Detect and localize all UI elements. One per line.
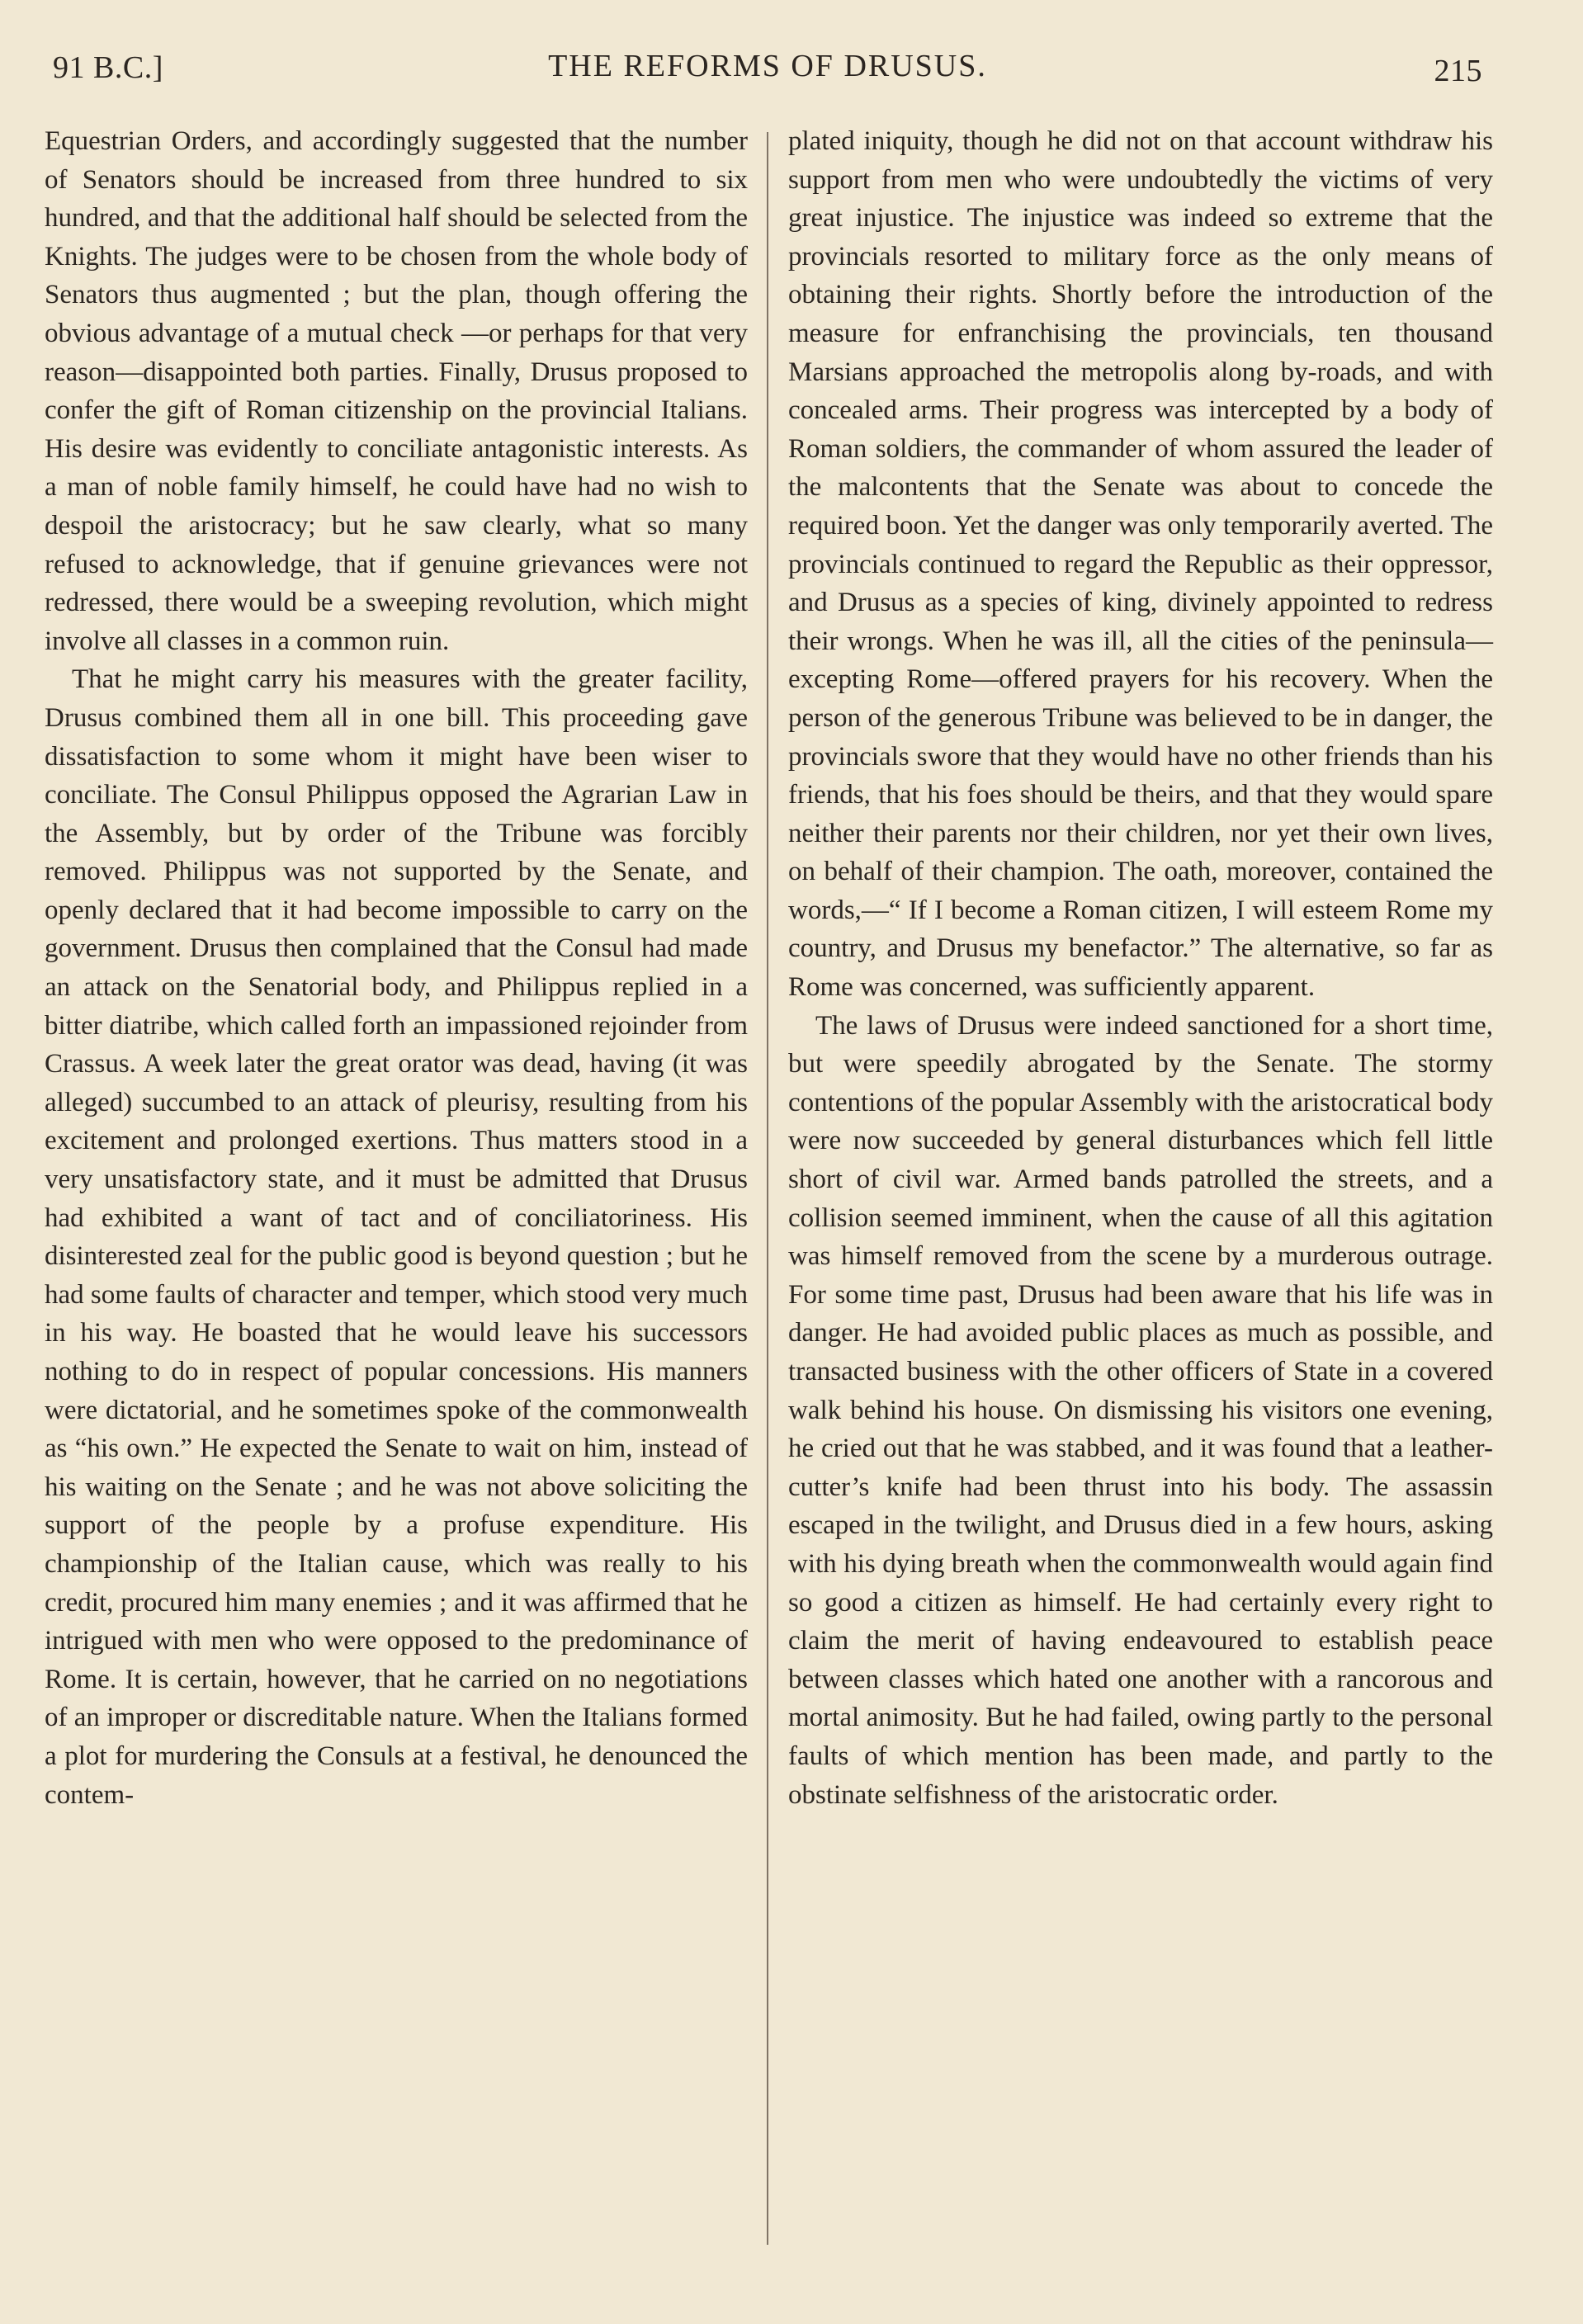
- right-column: [788, 122, 1493, 2268]
- left-column: [45, 122, 748, 2268]
- column-divider: [767, 132, 768, 2245]
- paragraph: plated iniquity, though he did not on that account withdraw his support from men who were undoubtedly the victims of very great injustice. The injustice was indeed so extreme that the provincials resorted to military force as the only means of obtaining their rights. Shortly before the introduction of the measure for enfranchising the provincials, ten thousand Marsians approached the metropolis along by-roads, and with concealed arms. Their progress was intercepted by a body of Roman soldiers, the commander of whom assured the leader of the malcontents that the Senate was about to concede the required boon. Yet the danger was only temporarily averted. The provincials continued to regard the Republic as their oppressor, and Drusus as a species of king, divinely appointed to redress their wrongs. When he was ill, all the cities of the peninsula—excepting Rome—offered prayers for his recovery. When the person of the generous Tribune was believed to be in danger, the provincials swore that they would have no other friends than his friends, that his foes should be theirs, and that they would spare neither their parents nor their children, nor yet their own lives, on behalf of their champion. The oath, moreover, contained the words,—“ If I become a Roman citizen, I will esteem Rome my country, and Drusus my benefactor.” The alternative, so far as Rome was concerned, was sufficiently apparent.: [788, 126, 1493, 1003]
- running-header: [53, 43, 1482, 92]
- header-date: 91 B.C.]: [53, 50, 163, 85]
- paragraph: The laws of Drusus were indeed sanctioned for a short time, but were speedily abrogated by the Senate. The stormy contentions of the popular Assembly with the aristocratical body were now succeeded by general disturbances which fell little short of civil war. Armed bands patrolled the streets, and a collision seemed imminent, when the cause of all this agitation was himself removed from the scene by a murderous outrage. For some time past, Drusus had been aware that his life was in danger. He had avoided public places as much as possible, and transacted business with the other officers of State in a covered walk behind his house. On dismissing his visitors one evening, he cried out that he was stabbed, and it was found that a leather-cutter’s knife had been thrust into his body. The assassin escaped in the twilight, and Drusus died in a few hours, asking with his dying breath when the commonwealth would again find so good a citizen as himself. He had certainly every right to claim the merit of having endeavoured to establish peace between classes which hated one another with a rancorous and mortal animosity. But he had failed, owing partly to the personal faults of which mention has been made, and partly to the obstinate selfishness of the aristocratic order.: [788, 1010, 1493, 1810]
- page-number: 215: [1434, 54, 1482, 88]
- page-title: THE REFORMS OF DRUSUS.: [548, 49, 987, 83]
- paragraph: Equestrian Orders, and accordingly suggested that the number of Senators should be increased from three hundred to six hundred, and that the additional half should be selected from the Knights. The judges were to be chosen from the whole body of Senators thus augmented ; but the plan, though offering the obvious advantage of a mutual check —or perhaps for that very reason—disappointed both parties. Finally, Drusus proposed to confer the gift of Roman citizenship on the provincial Italians. His desire was evidently to conciliate antagonistic interests. As a man of noble family himself, he could have had no wish to despoil the aristocracy; but he saw clearly, what so many refused to acknowledge, that if genuine grievances were not redressed, there would be a sweeping revolution, which might involve all classes in a common ruin.: [45, 126, 748, 656]
- paragraph: That he might carry his measures with the greater facility, Drusus combined them all in one bill. This proceeding gave dissatisfaction to some whom it might have been wiser to conciliate. The Consul Philippus opposed the Agrarian Law in the Assembly, but by order of the Tribune was forcibly removed. Philippus was not supported by the Senate, and openly declared that it had become impossible to carry on the government. Drusus then complained that the Consul had made an attack on the Senatorial body, and Philippus replied in a bitter diatribe, which called forth an impassioned rejoinder from Crassus. A week later the great orator was dead, having (it was alleged) succumbed to an attack of pleurisy, resulting from his excitement and prolonged exertions. Thus matters stood in a very unsatisfactory state, and it must be admitted that Drusus had exhibited a want of tact and of conciliatoriness. His disinterested zeal for the public good is beyond question ; but he had some faults of character and temper, which stood very much in his way. He boasted that he would leave his successors nothing to do in respect of popular concessions. His manners were dictatorial, and he sometimes spoke of the commonwealth as “his own.” He expected the Senate to wait on him, instead of his waiting on the Senate ; and he was not above soliciting the support of the people by a profuse expenditure. His championship of the Italian cause, which was really to his credit, procured him many enemies ; and it was affirmed that he intrigued with men who were opposed to the predominance of Rome. It is certain, however, that he carried on no negotiations of an improper or discreditable nature. When the Italians formed a plot for murdering the Consuls at a festival, he denounced the contem-: [45, 664, 748, 1810]
